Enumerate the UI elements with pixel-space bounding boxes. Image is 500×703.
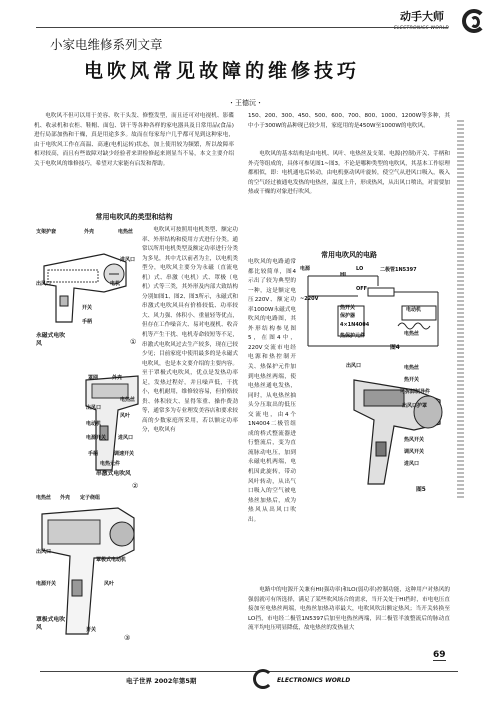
fig2-label: 电源开关 [86, 435, 107, 441]
page-number: 69 [433, 650, 446, 660]
footer-rule [40, 671, 458, 672]
fig4-label: 热开关 [340, 305, 356, 311]
fig1-label: 外壳 [84, 229, 95, 235]
section1-paragraph: 电吹风可按照用电机类型、额定功率、外形结构和使用方式进行分类。通常以所用电机类型及额定功率进行分类为多见，其中尤以前者为主，以电机类型分，电吹风主要分为永磁（直流电机）式、串激（电机）式、罩极（电机）式等三类，其外形及内部大致结构分别如图1、图2、图3所示，永磁式和串激式电吹风具有价格较低、功率较大、风力强、体积小、重量轻等优点，但存在工作噪音大、易对电视机、收音机等产生干扰、电机寿命较短等不足，串激式电吹风过去生产较多，现在已较少见；目前家庭中使用最多的是永磁式电吹风，也是本文要介绍的主要内容。至于罩极式电吹风，优点是发热功率足，发热过程好，并且噪声低，干扰小，电机耐用，维修较容易，但价格较贵、体积较大、显得笨重、操作费劲等，通常多为专业理发美容店和要求较高的少数家庭所采用，若以额定功率分，电吹风有 [142, 227, 238, 434]
fig4-label: 电热丝 [404, 331, 420, 337]
fig4-label: OFF [356, 286, 368, 292]
fig1-label: 进风口 [120, 257, 136, 263]
right-top-paragraph: 150、200、300、450、500、600、700、800、1000、1200W等多种，其中小于300W的品种现已较少用，家庭用的是450W至1000W的电吹风。 [248, 113, 450, 129]
fig2-number: ② [132, 482, 139, 490]
fig1-label: 支架护套 [36, 229, 57, 235]
intro-paragraph: 电吹风不但可以用于美容、吹干头发、修整发型，而且还可对电视机、影碟机、收录机和衣柜、鞋帽、面包、饼干等各种各样的家电器具及日常用品(食品)进行局部加热和干燥，真是用途多多。故而在每家每户几乎都可见到这种家电，由于电吹风工作在高温、高速(电机运转)状态，加上使用较为频繁，所以故障率相对较高，而且有些故障对缺少经验者来讲检修起来则显当不易，本文主要介绍关于电吹风的维修技巧，希望对大家能有启发和帮助。 [34, 113, 234, 167]
fig3-number: ③ [124, 634, 131, 642]
article-title: 电吹风常见故障的维修技巧 [84, 60, 361, 82]
fig3-label: 定子绕组 [80, 495, 101, 501]
fig4-label: LO [356, 266, 364, 272]
fig3-label: 电热丝 [36, 495, 52, 501]
fig2-label: 调速开关 [114, 451, 135, 457]
circuit-paragraph: 电吹风的电路通常都比较简单，图4示出了较为典型的一种，这是额定电压220V、额定功率1000W永磁式电吹风的电路图，其外形结构参见图5，在图4中，220V交流市电经电源和热控制开关、热保护元件加到电热丝两端，使电热丝通电发热，同时，从电热丝抽头分压取出的低压交流电，由4个1N4004二极管组成的桥式整流器进行整流后，变为直流脉动电压，加到永磁电机两端，电机因此旋转，带动风叶转动，从出气口吸入的空气被电热丝加热后，成为热风从出风口吹出。 [248, 259, 296, 523]
fig5-label: 调风开关 [404, 449, 425, 455]
fig5-label: 出风口 [346, 363, 362, 369]
fig1-number: ① [130, 338, 137, 346]
header-rule [36, 27, 448, 28]
brand-name: 动手大师 [400, 10, 444, 23]
fig1-label: 电热丝 [118, 229, 134, 235]
fig1-label: 开关 [82, 305, 93, 311]
fig5-label: 热风开关 [404, 437, 425, 443]
fig2-label: 电动机 [86, 421, 102, 427]
fig2-label: 电热丝 [120, 397, 136, 403]
fig3-label: 开关 [86, 627, 97, 633]
fig4-label: 热保护元件 [340, 333, 366, 339]
fig2-label: 进风口 [118, 435, 134, 441]
footer-logo-icon [253, 669, 273, 689]
brand-subtitle: ELECTRONICS WORLD [394, 26, 450, 31]
fig1-label: 电机 [110, 281, 121, 287]
section2-heading: 常用电吹风的电路 [321, 251, 377, 259]
series-label: 小家电维修系列文章 [50, 37, 163, 52]
fig3-label: 出风口 [36, 549, 52, 555]
fig5-label: 热开关 [404, 377, 420, 383]
fig2-label: 罩网 [88, 375, 99, 381]
fig3-caption: 罩极式电吹风 [36, 617, 65, 631]
fig2-label: 风叶 [120, 413, 131, 419]
fig4-label: 电源 [300, 266, 311, 272]
brand-logo-inner-icon [470, 16, 480, 28]
fig3-label: 罩极式电动机 [96, 557, 127, 563]
fig3-label: 电源开关 [36, 581, 57, 587]
fig4-label: 电动机 [406, 307, 422, 313]
side-decoration-bar [457, 120, 464, 500]
fig1-label: 手柄 [82, 319, 93, 325]
figure-4-circuit [298, 266, 448, 356]
figure-5-dryer-cutaway [344, 360, 450, 490]
fig5-label: 可拆卸制导件 [400, 389, 431, 395]
switch-paragraph: 电路中的电源开关兼有HI(强功率)和LO(弱功率)控制功能，这种用户对热风的强弱就可有所选择，满足了某些吹风场合的需求，当开关处于HI挡时，市电电压直接加至电热丝两端，电热丝加热功率最大，电吹风吹出额定热风；当开关转换至LO挡，市电经二极管1N5397后加至电热丝两端，因二极管半波整流后的脉动直流平均电压明显降低，故电热丝的发热量大 [248, 587, 450, 632]
fig1-caption: 永磁式电吹风 [36, 333, 65, 347]
section1-heading: 常用电吹风的类型和结构 [95, 213, 173, 221]
fig4-caption: 图4 [390, 345, 400, 351]
fig5-label: 出风口护罩 [402, 403, 428, 409]
fig4-label: ~220V [300, 296, 319, 302]
fig4-label: HI [340, 272, 347, 278]
fig1-label: 出风口 [36, 281, 52, 287]
author: ・王德沅・ [228, 99, 263, 107]
fig4-label: 4×1N4004 [340, 322, 370, 328]
fig3-label: 外壳 [60, 495, 71, 501]
fig5-label: 进风口 [404, 461, 420, 467]
fig2-caption: 串激式电吹风 [96, 471, 131, 477]
fig2-label: 外壳 [112, 375, 123, 381]
fig5-caption: 图5 [416, 487, 426, 493]
fig4-label: 保护器 [340, 313, 356, 319]
fig2-label: 电热元件 [100, 461, 121, 467]
fig3-label: 风叶 [104, 581, 115, 587]
fig4-label: 二极管1N5397 [380, 267, 417, 273]
fig2-label: 手柄 [88, 451, 99, 457]
fig5-label: 电热丝 [404, 365, 420, 371]
fig2-label: 出风口 [86, 405, 102, 411]
footer-issue: 电子世界 2002年第5期 [126, 677, 197, 685]
footer-magazine-name: ELECTRONICS WORLD [277, 677, 351, 684]
structure-paragraph: 电吹风的基本结构是由电机、风叶、电热丝及支架、电源(控制)开关、手柄和外壳等组成的，具体可参见图1~图3。不论是哪种类型的电吹风，其基本工作原理都相似，即：电机通电后转动，由电机驱动风叶旋转，使空气从进风口吸入，吸入的空气经过被通电发热的电热丝，温度上升，形成热风，从出风口喷出，对需要加热或干燥的对象进行吹风。 [248, 151, 450, 196]
